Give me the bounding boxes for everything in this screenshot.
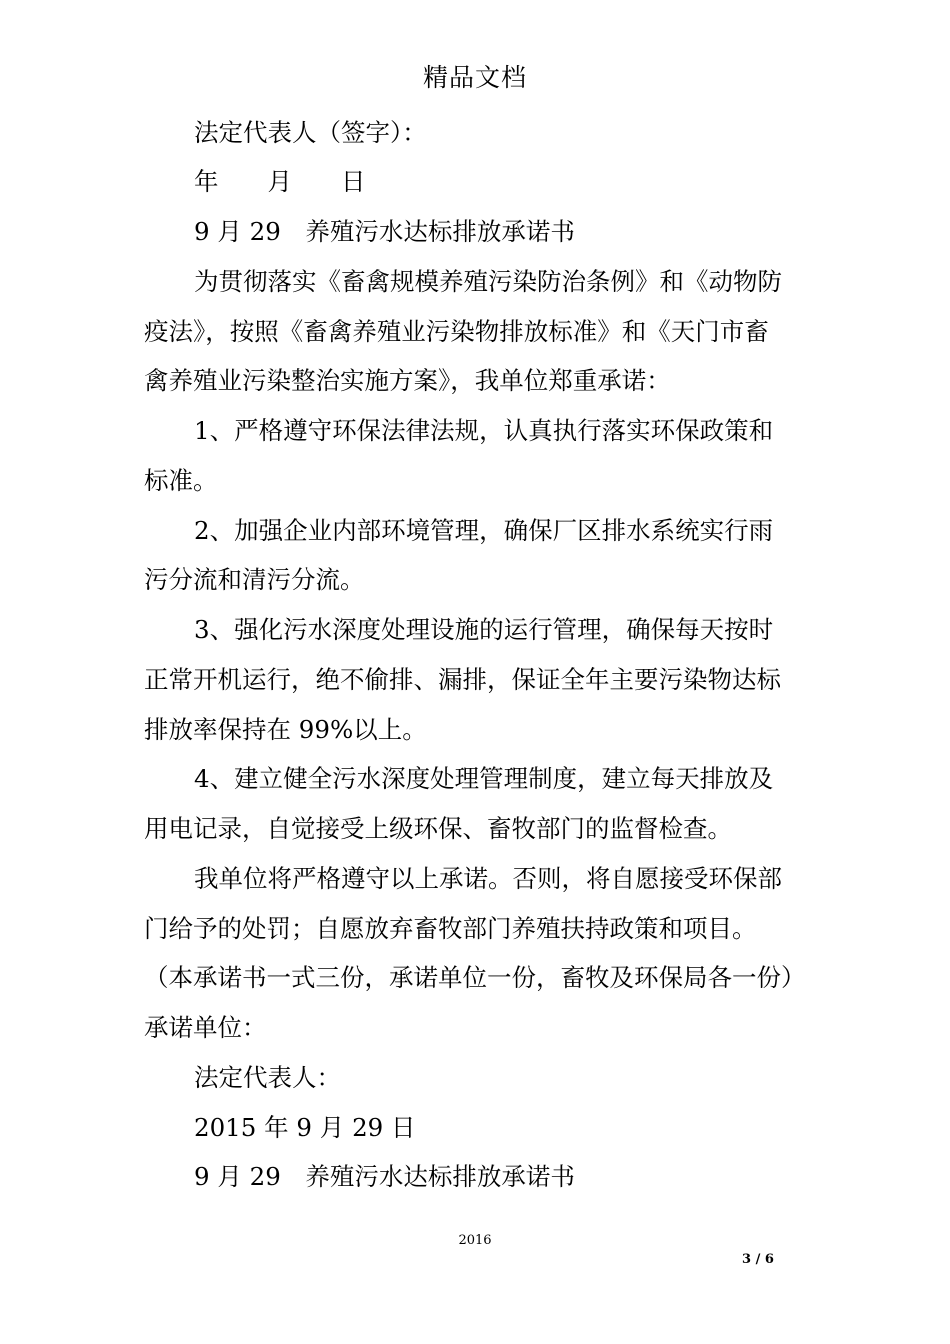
- page-number: 3 / 6: [742, 1252, 774, 1267]
- paragraph-line: 污分流和清污分流。: [144, 565, 365, 594]
- paragraph-line: 承诺单位：: [144, 1013, 267, 1042]
- paragraph-line: （本承诺书一式三份，承诺单位一份，畜牧及环保局各一份）: [144, 963, 806, 992]
- page-header-title: 精品文档: [422, 63, 527, 92]
- paragraph-line: 正常开机运行，绝不偷排、漏排，保证全年主要污染物达标: [144, 665, 781, 694]
- paragraph-line: 我单位将严格遵守以上承诺。否则，将自愿接受环保部: [194, 864, 782, 893]
- paragraph-line: 1、严格遵守环保法律法规，认真执行落实环保政策和: [194, 416, 774, 445]
- paragraph-line: 4、建立健全污水深度处理管理制度，建立每天排放及: [194, 764, 774, 793]
- date-line: 年 月 日: [194, 167, 366, 196]
- paragraph-line: 禽养殖业污染整治实施方案》，我单位郑重承诺：: [144, 366, 671, 395]
- footer-year: 2016: [458, 1233, 492, 1248]
- paragraph-line: 用电记录，自觉接受上级环保、畜牧部门的监督检查。: [144, 814, 732, 843]
- date-line: 2015 年 9 月 29 日: [194, 1113, 416, 1142]
- paragraph-line: 2、加强企业内部环境管理，确保厂区排水系统实行雨: [194, 516, 774, 545]
- paragraph-line: 疫法》，按照《畜禽养殖业污染物排放标准》和《天门市畜: [144, 317, 769, 346]
- paragraph-line: 标准。: [144, 466, 218, 495]
- signature-line: 法定代表人（签字）：: [194, 118, 427, 147]
- representative-line: 法定代表人：: [194, 1063, 341, 1092]
- paragraph-line: 3、强化污水深度处理设施的运行管理，确保每天按时: [194, 615, 774, 644]
- paragraph-line: 排放率保持在 99%以上。: [144, 715, 427, 744]
- document-title: 9 月 29 养殖污水达标排放承诺书: [194, 1162, 575, 1191]
- paragraph-line: 门给予的处罚；自愿放弃畜牧部门养殖扶持政策和项目。: [144, 914, 757, 943]
- document-title: 9 月 29 养殖污水达标排放承诺书: [194, 217, 575, 246]
- paragraph-line: 为贯彻落实《畜禽规模养殖污染防治条例》和《动物防: [194, 267, 782, 296]
